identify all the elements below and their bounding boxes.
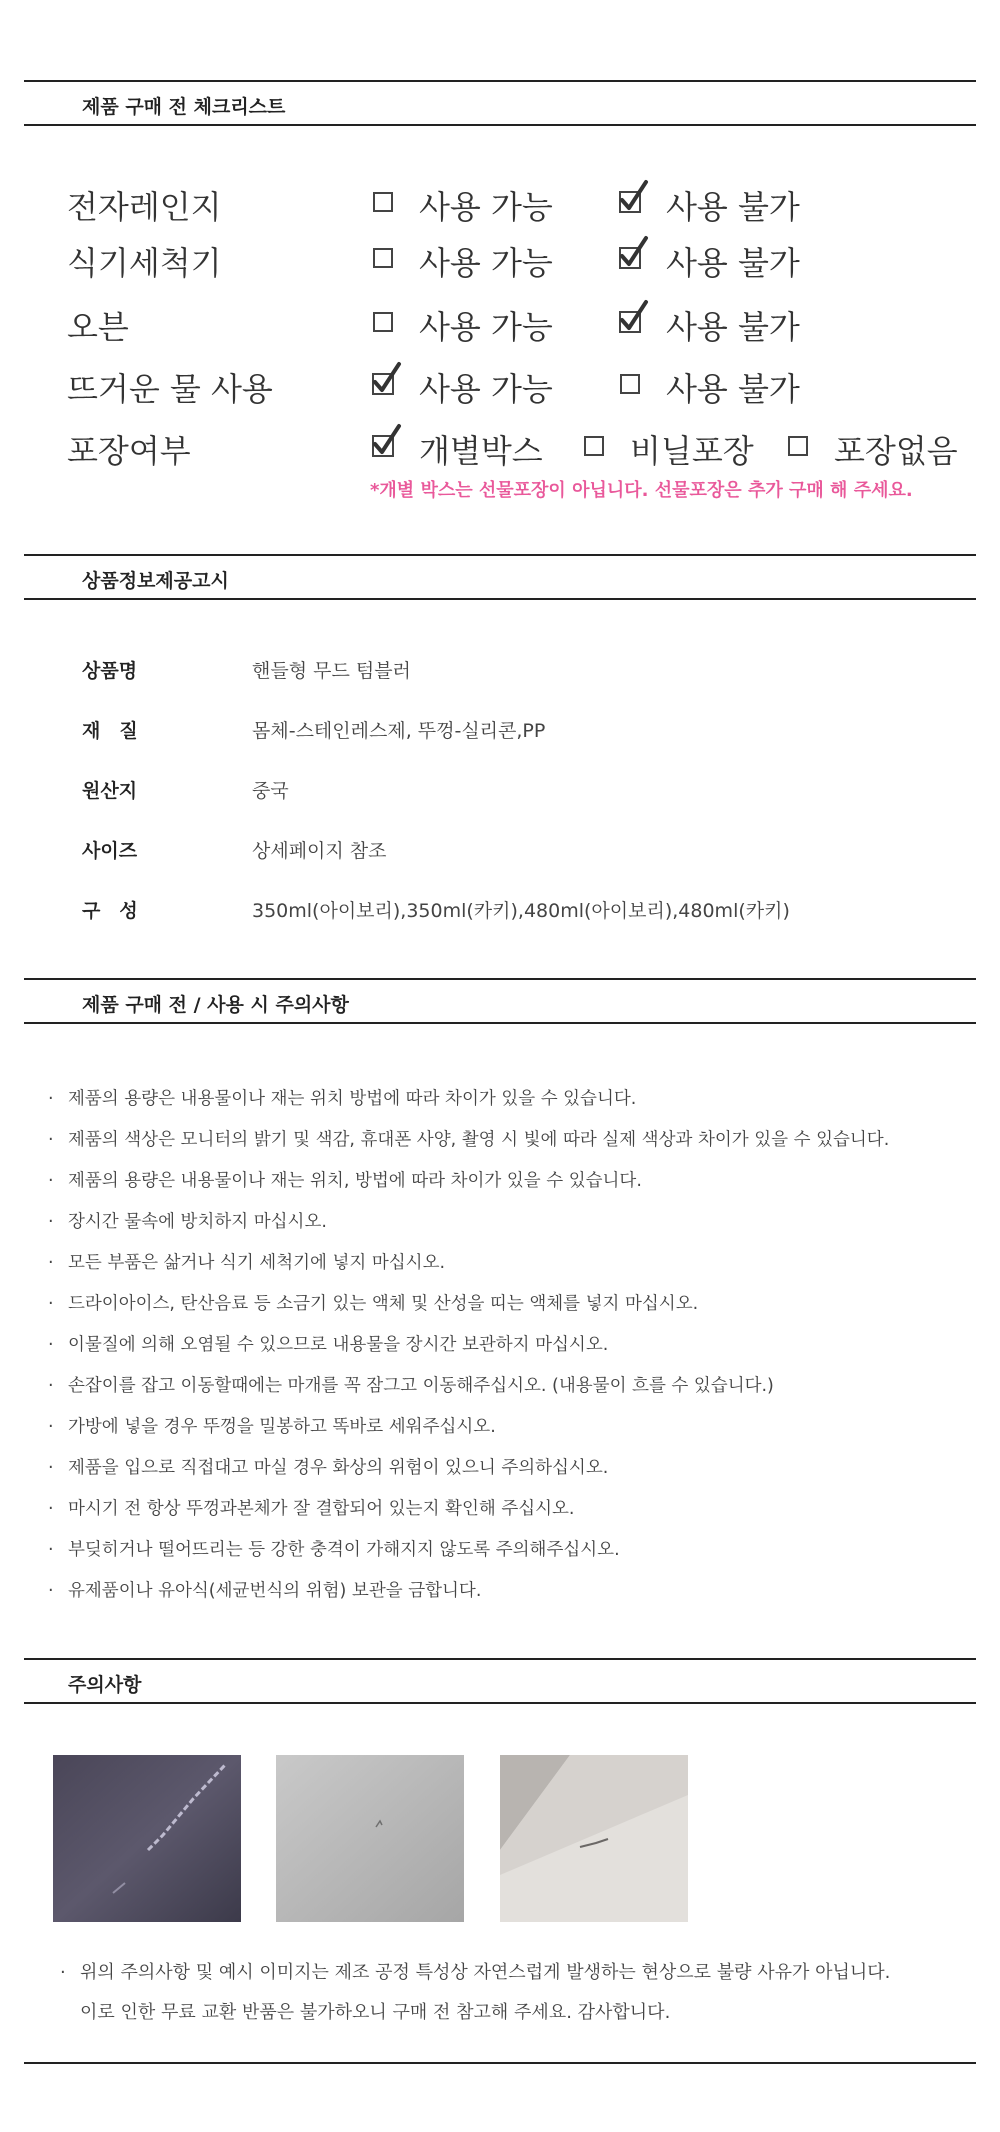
- usage-caution-item: · 드라이아이스, 탄산음료 등 소금기 있는 액체 및 산성을 띠는 액체를 넣지 마십시오.: [48, 1294, 699, 1314]
- checklist-row-label: 뜨거운 물 사용: [67, 370, 273, 408]
- checkbox-icon: [620, 374, 640, 394]
- product-info-row: [0, 896, 1000, 926]
- checkbox-icon: [373, 312, 393, 332]
- product-info-title: 상품정보제공고시: [82, 570, 229, 592]
- option-label: 사용 불가: [666, 244, 800, 282]
- checkbox-icon: [584, 436, 604, 456]
- product-info-header-bar: [24, 554, 976, 600]
- usage-caution-item: · 모든 부품은 삶거나 식기 세척기에 넣지 마십시오.: [48, 1253, 446, 1273]
- option-label: 사용 가능: [419, 244, 553, 282]
- checklist-row: [0, 364, 1000, 414]
- option-label: 포장없음: [834, 432, 958, 470]
- option-label: 사용 불가: [666, 188, 800, 226]
- product-info-row: [0, 776, 1000, 806]
- product-info-label: 원산지: [82, 780, 138, 802]
- product-info-row: [0, 836, 1000, 866]
- usage-caution-item: · 손잡이를 잡고 이동할때에는 마개를 꼭 잠그고 이동해주십시오. (내용물이 흐를 수 있습니다.): [48, 1376, 774, 1396]
- usage-caution-item: · 이물질에 의해 오염될 수 있으므로 내용물을 장시간 보관하지 마십시오.: [48, 1335, 609, 1355]
- product-info-value: 상세페이지 참조: [252, 840, 387, 862]
- usage-caution-item: · 부딪히거나 떨어뜨리는 등 강한 충격이 가해지지 않도록 주의해주십시오.: [48, 1540, 620, 1560]
- option-label: 사용 가능: [419, 370, 553, 408]
- packaging-label: 포장여부: [67, 432, 191, 470]
- checklist-row: [0, 182, 1000, 232]
- usage-caution-item: · 제품의 용량은 내용물이나 재는 위치, 방법에 따라 차이가 있을 수 있습니다.: [48, 1171, 642, 1191]
- product-info-value: 몸체-스테인레스제, 뚜껑-실리콘,PP: [252, 720, 546, 742]
- product-info-value: 중국: [252, 780, 289, 802]
- product-info-value: 350ml(아이보리),350ml(카키),480ml(아이보리),480ml(카키): [252, 900, 790, 922]
- check-mark-icon: [616, 298, 650, 336]
- usage-caution-item: · 제품을 입으로 직접대고 마실 경우 화상의 위험이 있으니 주의하십시오.: [48, 1458, 609, 1478]
- product-info-label: 구 성: [82, 900, 138, 922]
- checklist-row-label: 전자레인지: [67, 188, 222, 226]
- product-info-label: 사이즈: [82, 840, 138, 862]
- option-label: 사용 가능: [419, 188, 553, 226]
- caution-title: 주의사항: [68, 1674, 142, 1696]
- check-mark-icon: [616, 234, 650, 272]
- product-info-label: 상품명: [82, 660, 138, 682]
- checklist-row: [0, 302, 1000, 352]
- usage-caution-item: · 유제품이나 유아식(세균번식의 위험) 보관을 금합니다.: [48, 1581, 482, 1601]
- checklist-title: 제품 구매 전 체크리스트: [82, 96, 286, 118]
- caution-footer-line1: · 위의 주의사항 및 예시 이미지는 제조 공정 특성상 자연스럽게 발생하는 현상으로 불량 사유가 아닙니다.: [60, 1962, 891, 1983]
- checkbox-icon: [788, 436, 808, 456]
- option-label: 사용 불가: [666, 370, 800, 408]
- option-label: 사용 불가: [666, 308, 800, 346]
- defect-example-image-dark: [53, 1755, 241, 1922]
- usage-caution-item: · 제품의 색상은 모니터의 밝기 및 색감, 휴대폰 사양, 촬영 시 빛에 따라 실제 색상과 차이가 있을 수 있습니다.: [48, 1130, 890, 1150]
- usage-header-bar: [24, 978, 976, 1024]
- usage-caution-item: · 가방에 넣을 경우 뚜껑을 밀봉하고 똑바로 세워주십시오.: [48, 1417, 496, 1437]
- checklist-row-label: 식기세척기: [67, 244, 222, 282]
- option-label: 개별박스: [419, 432, 543, 470]
- packaging-row: [0, 426, 1000, 476]
- checkbox-icon: [373, 192, 393, 212]
- option-label: 사용 가능: [419, 308, 553, 346]
- defect-example-image-gray: [276, 1755, 464, 1922]
- check-mark-icon: [369, 422, 403, 460]
- usage-caution-item: · 마시기 전 항상 뚜껑과본체가 잘 결합되어 있는지 확인해 주십시오.: [48, 1499, 575, 1519]
- defect-example-image-light: [500, 1755, 688, 1922]
- checklist-header-bar: [24, 80, 976, 126]
- checkbox-icon: [373, 248, 393, 268]
- usage-caution-item: · 장시간 물속에 방치하지 마십시오.: [48, 1212, 327, 1232]
- check-mark-icon: [616, 178, 650, 216]
- checklist-row: [0, 238, 1000, 288]
- option-label: 비닐포장: [630, 432, 754, 470]
- product-info-label: 재 질: [82, 720, 138, 742]
- product-info-row: [0, 716, 1000, 746]
- product-info-value: 핸들형 무드 텀블러: [252, 660, 411, 682]
- packaging-notice: *개별 박스는 선물포장이 아닙니다. 선물포장은 추가 구매 해 주세요.: [370, 480, 913, 501]
- checklist-row-label: 오븐: [67, 308, 129, 346]
- usage-title: 제품 구매 전 / 사용 시 주의사항: [82, 994, 349, 1016]
- product-info-row: [0, 656, 1000, 686]
- caution-footer-line2: 이로 인한 무료 교환 반품은 불가하오니 구매 전 참고해 주세요. 감사합니다.: [80, 2002, 671, 2023]
- caution-header-bar: [24, 1658, 976, 1704]
- check-mark-icon: [369, 360, 403, 398]
- bottom-divider: [24, 2062, 976, 2064]
- usage-caution-item: · 제품의 용량은 내용물이나 재는 위치 방법에 따라 차이가 있을 수 있습니다.: [48, 1089, 637, 1109]
